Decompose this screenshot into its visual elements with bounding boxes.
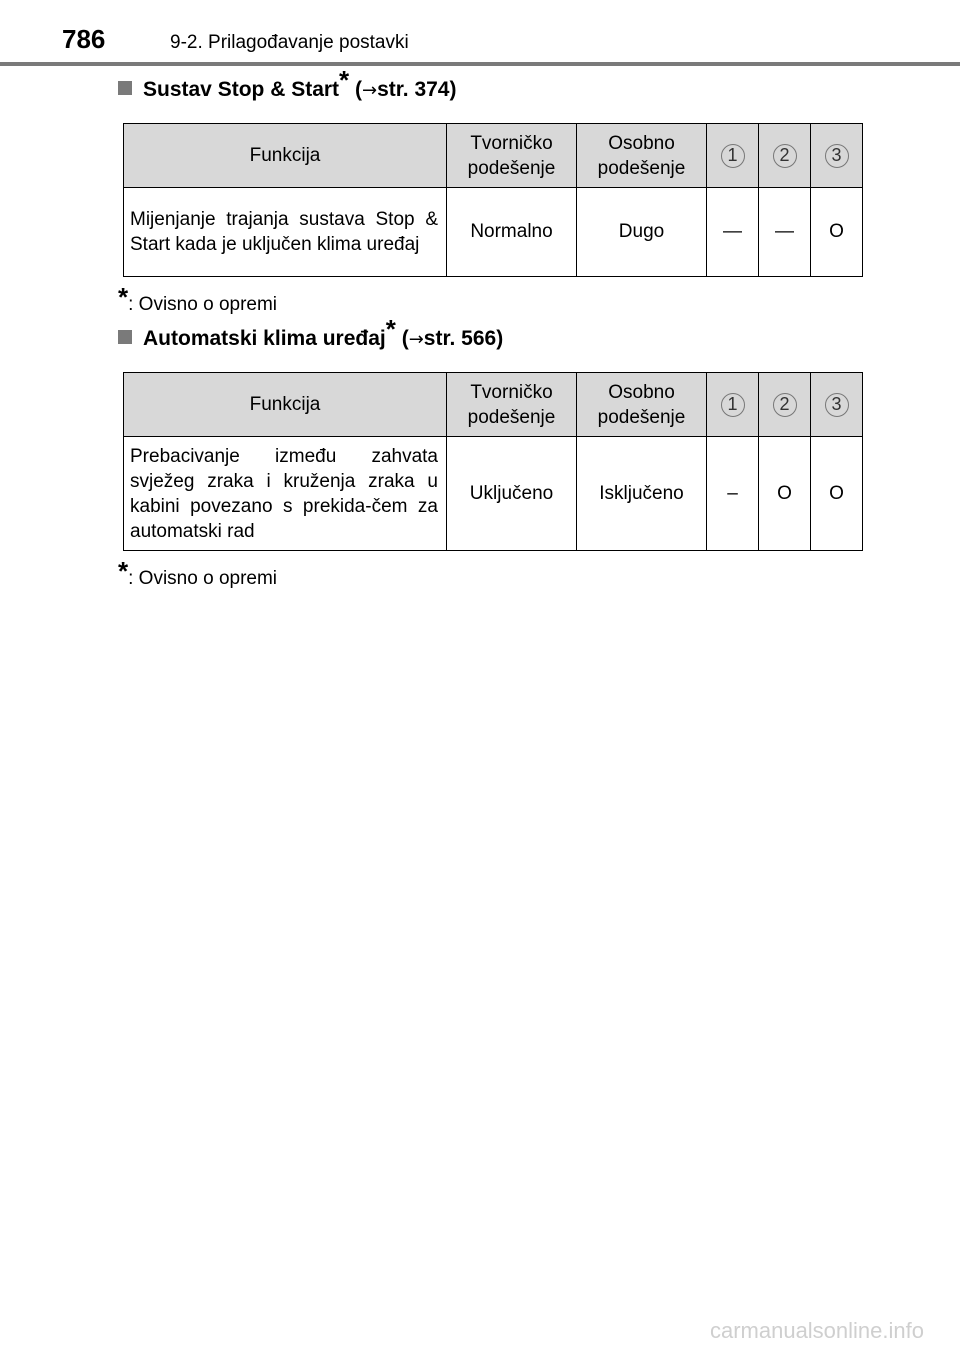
circled-1-icon: 1 <box>721 393 745 417</box>
table-row <box>124 188 863 277</box>
header-line: Osobno <box>608 381 675 403</box>
custom-value: Dugo <box>577 188 707 277</box>
table-header-row <box>124 373 863 437</box>
asterisk-icon: * <box>118 282 129 312</box>
header-line: podešenje <box>597 157 686 179</box>
watermark: carmanualsonline.info <box>709 1318 924 1343</box>
method-3-value: O <box>811 437 863 551</box>
header-line: Tvorničko <box>470 381 553 403</box>
section-title-stop-start <box>118 65 457 102</box>
section-title-climate <box>118 314 504 351</box>
column-header-factory <box>447 373 577 437</box>
settings-table-climate <box>123 372 863 551</box>
arrow-right-icon: → <box>408 329 424 350</box>
column-header-3 <box>811 124 863 188</box>
method-3-value: O <box>811 188 863 277</box>
header-rule <box>0 62 960 66</box>
asterisk-icon: * <box>339 65 350 95</box>
page-reference-link[interactable]: str. 374) <box>377 78 457 101</box>
page-number: 786 <box>62 24 106 54</box>
header-line: Osobno <box>608 132 675 154</box>
column-header-2 <box>759 124 811 188</box>
asterisk-icon: * <box>118 556 129 586</box>
square-bullet-icon <box>118 81 132 95</box>
factory-value: Uključeno <box>447 437 577 551</box>
circled-1-icon: 1 <box>721 144 745 168</box>
chapter-title: 9-2. Prilagođavanje postavki <box>170 32 409 53</box>
square-bullet-icon <box>118 330 132 344</box>
section-title-text: Automatski klima uređaj <box>143 327 386 350</box>
table-header-row <box>124 124 863 188</box>
method-1-value: — <box>707 188 759 277</box>
method-1-value: – <box>707 437 759 551</box>
header-line: Tvorničko <box>470 132 553 154</box>
circled-3-icon: 3 <box>825 144 849 168</box>
ref-open: ( <box>395 327 409 350</box>
circled-2-icon: 2 <box>773 144 797 168</box>
section-title-text: Sustav Stop & Start <box>143 78 340 101</box>
settings-table-stop-start <box>123 123 863 277</box>
footnote <box>118 282 278 317</box>
header-line: podešenje <box>467 157 556 179</box>
column-header-custom <box>577 124 707 188</box>
column-header-2 <box>759 373 811 437</box>
footnote-text: : Ovisno o opremi <box>128 568 278 589</box>
column-header-1 <box>707 124 759 188</box>
footnote-text: : Ovisno o opremi <box>128 294 278 315</box>
circled-3-icon: 3 <box>825 393 849 417</box>
ref-open: ( <box>349 78 362 101</box>
column-header-function: Funkcija <box>124 124 447 188</box>
header-line: podešenje <box>467 406 556 428</box>
column-header-1 <box>707 373 759 437</box>
function-cell: Mijenjanje trajanja sustava Stop & Start kada je uključen klima uređaj <box>124 188 447 277</box>
factory-value: Normalno <box>447 188 577 277</box>
function-cell: Prebacivanje između zahvata svježeg zraka i kruženja zraka u kabini povezano s prekida-čem za automatski rad <box>124 437 447 551</box>
column-header-custom <box>577 373 707 437</box>
page-reference-link[interactable]: str. 566) <box>423 327 504 350</box>
footnote <box>118 556 278 591</box>
custom-value: Isključeno <box>577 437 707 551</box>
column-header-3 <box>811 373 863 437</box>
asterisk-icon: * <box>385 314 396 344</box>
method-2-value: — <box>759 188 811 277</box>
table-row <box>124 437 863 551</box>
column-header-function: Funkcija <box>124 373 447 437</box>
circled-2-icon: 2 <box>773 393 797 417</box>
page-header <box>0 0 960 68</box>
method-2-value: O <box>759 437 811 551</box>
arrow-right-icon: → <box>362 80 378 101</box>
header-line: podešenje <box>597 406 686 428</box>
column-header-factory <box>447 124 577 188</box>
